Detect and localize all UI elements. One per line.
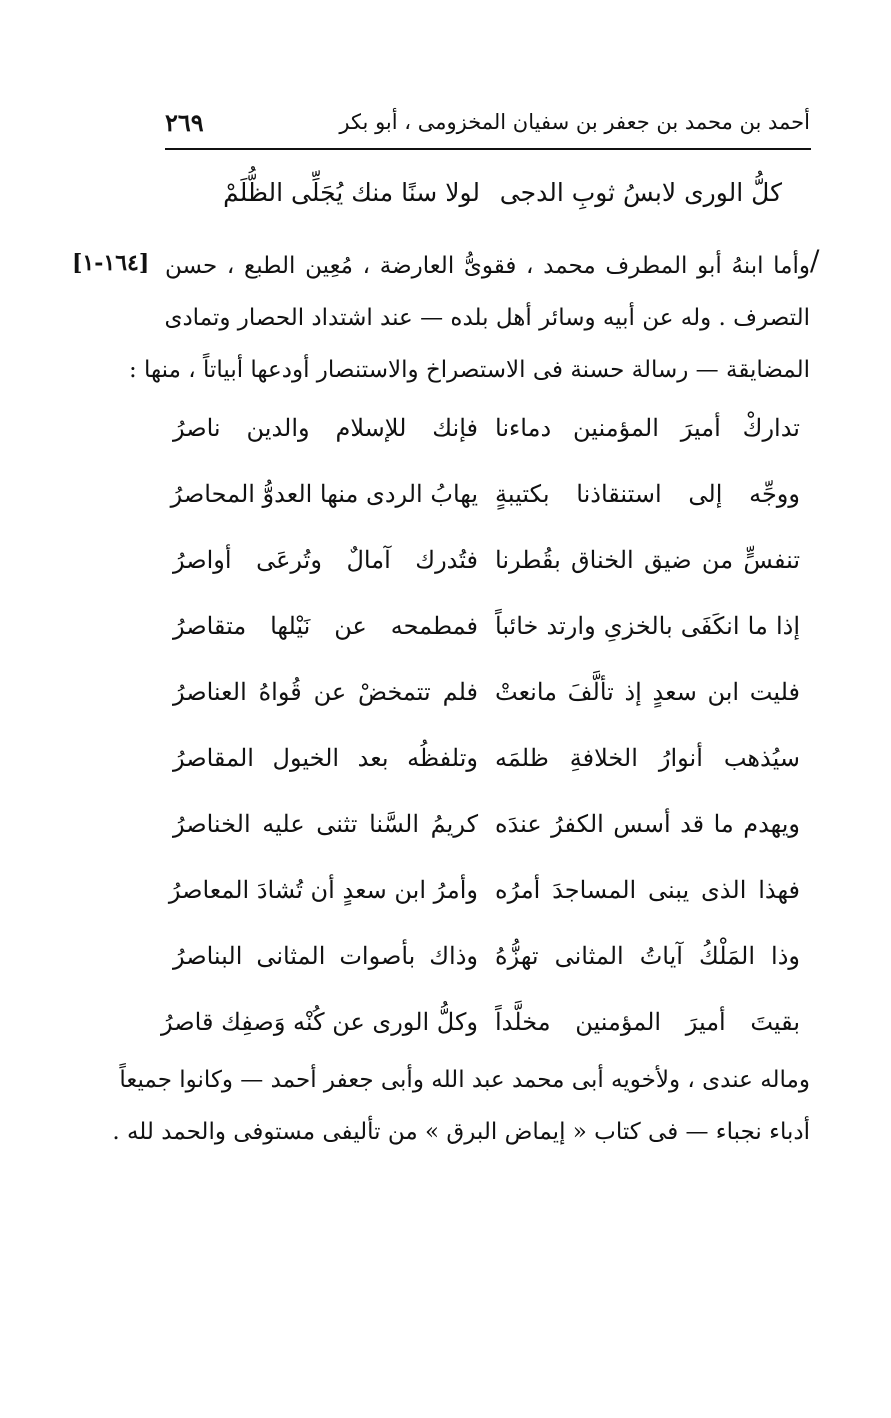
verse-first-hemistich: تنفسٍّ من ضيق الخناق بقُطرنا — [495, 546, 800, 574]
section-marker: / — [810, 244, 820, 277]
verse-second-hemistich: وذاك بأصوات المثانى البناصرُ — [173, 942, 478, 970]
opening-verse — [165, 178, 810, 218]
verse-second-hemistich: كريمُ السَّنا تثنى عليه الخناصرُ — [173, 810, 478, 838]
verse-first-hemistich: سيُذهب أنوارُ الخلافةِ ظلمَه — [495, 744, 800, 772]
paragraph-1 — [128, 240, 810, 396]
verse-first-hemistich: ووجِّه إلى استنقاذنا بكتيبةٍ — [495, 480, 800, 508]
verse-first-hemistich: كلُّ الورى لابسُ ثوبِ الدجى — [499, 178, 782, 207]
poem-verse — [165, 408, 810, 474]
poem-verse — [165, 606, 810, 672]
page-number: ٢٦٩ — [165, 108, 204, 137]
poem-verse — [165, 540, 810, 606]
paragraph-2 — [112, 1054, 810, 1158]
poem-verse — [165, 936, 810, 1002]
verse-second-hemistich: وتلفظُه بعد الخيول المقاصرُ — [173, 744, 478, 772]
paragraph-line: وماله عندى ، ولأخويه أبى محمد عبد الله وأبى جعفر أحمد — وكانوا جميعاً — [119, 1067, 810, 1093]
poem-verse — [165, 870, 810, 936]
verse-second-hemistich: فتُدرك آمالٌ وتُرعَى أواصرُ — [173, 546, 478, 574]
verse-second-hemistich: فمطمحه عن نَيْلها متقاصرُ — [173, 612, 478, 640]
verse-first-hemistich: وذا المَلْكُ آياتُ المثانى تهزُّهُ — [495, 942, 800, 970]
verse-second-hemistich: وأمرُ ابن سعدٍ أن تُشادَ المعاصرُ — [168, 876, 478, 904]
verse-second-hemistich: وكلُّ الورى عن كُنْه وَصفِك قاصرُ — [161, 1008, 478, 1036]
verse-first-hemistich: بقيتَ أميرَ المؤمنين مخلَّداً — [495, 1008, 800, 1036]
poem-verse — [165, 672, 810, 738]
paragraph-line: وأما ابنهُ أبو المطرف محمد ، فقوىُّ العارضة ، مُعِين الطبع ، حسن — [165, 253, 810, 279]
poem — [161, 408, 810, 1068]
manuscript-reference: [١٦٤-١] — [72, 250, 150, 276]
verse-second-hemistich: لولا سنًا منك يُجَلِّى الظُّلَمْ — [223, 178, 480, 207]
verse-first-hemistich: فليت ابن سعدٍ إذ تألَّفَ مانعتْ — [495, 678, 800, 706]
poem-verse — [165, 474, 810, 540]
verse-second-hemistich: فإنك للإسلام والدين ناصرُ — [173, 414, 478, 442]
verse-second-hemistich: يهابُ الردى منها العدوُّ المحاصرُ — [170, 480, 478, 508]
verse-first-hemistich: ويهدم ما قد أسس الكفرُ عندَه — [495, 810, 800, 838]
poem-verse — [165, 804, 810, 870]
paragraph-line: أدباء نجباء — فى كتاب « إيماض البرق » من تأليفى مستوفى والحمد لله . — [112, 1119, 810, 1145]
verse-first-hemistich: تداركْ أميرَ المؤمنين دماءنا — [495, 414, 800, 442]
poem-verse — [165, 738, 810, 804]
paragraph-line: المضايقة — رسالة حسنة فى الاستصراخ والاستنصار أودعها أبياتاً ، منها : — [128, 357, 810, 383]
page-header — [165, 108, 810, 144]
header-rule — [165, 148, 811, 150]
verse-first-hemistich: فهذا الذى يبنى المساجدَ أمرُه — [495, 876, 800, 904]
paragraph-line: التصرف . وله عن أبيه وسائر أهل بلده — عند اشتداد الحصار وتمادى — [164, 305, 810, 331]
verse-first-hemistich: إذا ما انكَفَى بالخزىِ وارتد خائباً — [495, 612, 800, 640]
verse-second-hemistich: فلم تتمخضْ عن قُواهُ العناصرُ — [173, 678, 478, 706]
running-title: أحمد بن محمد بن جعفر بن سفيان المخزومى ، أبو بكر — [339, 110, 810, 134]
